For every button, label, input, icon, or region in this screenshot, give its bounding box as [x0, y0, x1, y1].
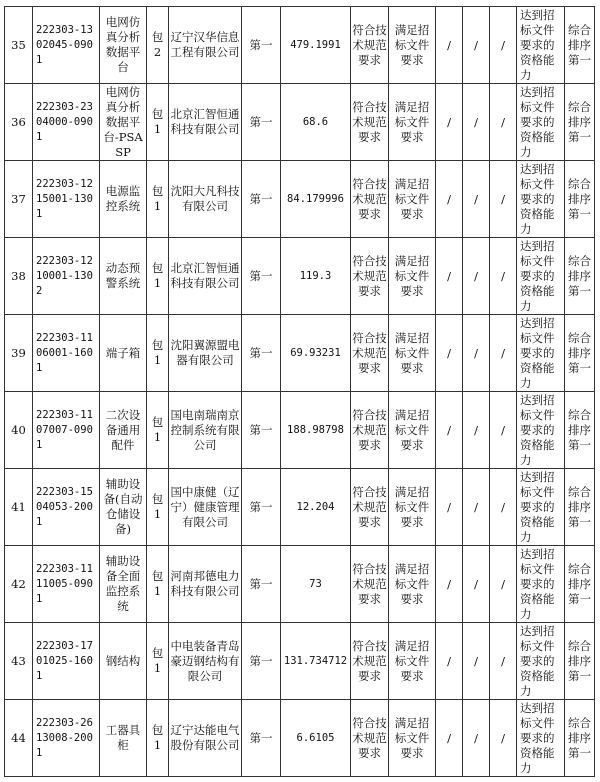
material-name: 端子箱	[100, 315, 147, 392]
row-number: 40	[5, 392, 33, 469]
technical-evaluation: 符合技术规范要求	[351, 7, 389, 84]
qualification: 达到招标文件要求的资格能力	[517, 238, 565, 315]
material-name: 辅助设备全面监控系统	[100, 546, 147, 623]
material-name: 电源监控系统	[100, 161, 147, 238]
bid-compliance: 满足招标文件要求	[389, 161, 436, 238]
overall-ranking: 综合排序第一	[565, 469, 595, 546]
material-name: 辅助设备(自动仓储设备)	[100, 469, 147, 546]
overall-ranking: 综合排序第一	[565, 315, 595, 392]
rank: 第一	[242, 469, 281, 546]
empty-col-3: /	[490, 546, 517, 623]
package-code: 222303-1106001-1601	[33, 315, 100, 392]
empty-col-2: /	[463, 392, 490, 469]
overall-ranking: 综合排序第一	[565, 161, 595, 238]
rank: 第一	[242, 7, 281, 84]
material-name: 电网仿真分析数据平台-PSASP	[100, 84, 147, 161]
supplier-name: 北京汇智恒通科技有限公司	[169, 84, 242, 161]
empty-col-1: /	[436, 7, 463, 84]
empty-col-2: /	[463, 84, 490, 161]
table-row	[5, 392, 595, 469]
lot-number: 包 1	[147, 84, 169, 161]
lot-number: 包 1	[147, 469, 169, 546]
row-number: 39	[5, 315, 33, 392]
supplier-name: 中电装备青岛豪迈钢结构有限公司	[169, 623, 242, 700]
table-row	[5, 84, 595, 161]
rank: 第一	[242, 161, 281, 238]
empty-col-1: /	[436, 469, 463, 546]
rank: 第一	[242, 84, 281, 161]
empty-col-3: /	[490, 700, 517, 777]
overall-ranking: 综合排序第一	[565, 623, 595, 700]
lot-number: 包 1	[147, 238, 169, 315]
material-name: 电网仿真分析数据平台	[100, 7, 147, 84]
overall-ranking: 综合排序第一	[565, 7, 595, 84]
technical-evaluation: 符合技术规范要求	[351, 238, 389, 315]
qualification: 达到招标文件要求的资格能力	[517, 84, 565, 161]
empty-col-2: /	[463, 315, 490, 392]
lot-number: 包 2	[147, 7, 169, 84]
rank: 第一	[242, 700, 281, 777]
bid-compliance: 满足招标文件要求	[389, 623, 436, 700]
qualification: 达到招标文件要求的资格能力	[517, 546, 565, 623]
bid-compliance: 满足招标文件要求	[389, 238, 436, 315]
qualification: 达到招标文件要求的资格能力	[517, 700, 565, 777]
bid-compliance: 满足招标文件要求	[389, 546, 436, 623]
package-code: 222303-1302045-0901	[33, 7, 100, 84]
empty-col-2: /	[463, 161, 490, 238]
bid-price: 131.734712	[281, 623, 351, 700]
qualification: 达到招标文件要求的资格能力	[517, 7, 565, 84]
empty-col-2: /	[463, 700, 490, 777]
bid-price: 84.179996	[281, 161, 351, 238]
technical-evaluation: 符合技术规范要求	[351, 161, 389, 238]
row-number: 41	[5, 469, 33, 546]
bid-price: 6.6105	[281, 700, 351, 777]
technical-evaluation: 符合技术规范要求	[351, 469, 389, 546]
supplier-name: 河南邦德电力科技有限公司	[169, 546, 242, 623]
technical-evaluation: 符合技术规范要求	[351, 84, 389, 161]
row-number: 44	[5, 700, 33, 777]
empty-col-2: /	[463, 623, 490, 700]
supplier-name: 沈阳大凡科技有限公司	[169, 161, 242, 238]
material-name: 钢结构	[100, 623, 147, 700]
empty-col-1: /	[436, 546, 463, 623]
row-number: 42	[5, 546, 33, 623]
empty-col-3: /	[490, 469, 517, 546]
empty-col-1: /	[436, 84, 463, 161]
rank: 第一	[242, 392, 281, 469]
qualification: 达到招标文件要求的资格能力	[517, 623, 565, 700]
package-code: 222303-1215001-1301	[33, 161, 100, 238]
bid-price: 12.204	[281, 469, 351, 546]
package-code: 222303-1701025-1601	[33, 623, 100, 700]
package-code: 222303-1210001-1302	[33, 238, 100, 315]
table-row	[5, 623, 595, 700]
empty-col-3: /	[490, 161, 517, 238]
table-row	[5, 700, 595, 777]
bid-compliance: 满足招标文件要求	[389, 84, 436, 161]
material-name: 工器具柜	[100, 700, 147, 777]
qualification: 达到招标文件要求的资格能力	[517, 392, 565, 469]
lot-number: 包 1	[147, 392, 169, 469]
qualification: 达到招标文件要求的资格能力	[517, 161, 565, 238]
technical-evaluation: 符合技术规范要求	[351, 546, 389, 623]
package-code: 222303-1504053-2001	[33, 469, 100, 546]
bid-compliance: 满足招标文件要求	[389, 392, 436, 469]
empty-col-3: /	[490, 7, 517, 84]
row-number: 35	[5, 7, 33, 84]
bid-price: 479.1991	[281, 7, 351, 84]
bid-compliance: 满足招标文件要求	[389, 469, 436, 546]
bid-results-table	[4, 6, 595, 777]
bid-compliance: 满足招标文件要求	[389, 700, 436, 777]
empty-col-3: /	[490, 238, 517, 315]
rank: 第一	[242, 623, 281, 700]
supplier-name: 国电南瑞南京控制系统有限公司	[169, 392, 242, 469]
empty-col-2: /	[463, 238, 490, 315]
supplier-name: 沈阳翼源盟电器有限公司	[169, 315, 242, 392]
technical-evaluation: 符合技术规范要求	[351, 392, 389, 469]
lot-number: 包 1	[147, 546, 169, 623]
empty-col-1: /	[436, 238, 463, 315]
empty-col-3: /	[490, 84, 517, 161]
bid-price: 68.6	[281, 84, 351, 161]
empty-col-2: /	[463, 469, 490, 546]
empty-col-2: /	[463, 546, 490, 623]
empty-col-1: /	[436, 315, 463, 392]
rank: 第一	[242, 238, 281, 315]
technical-evaluation: 符合技术规范要求	[351, 315, 389, 392]
overall-ranking: 综合排序第一	[565, 238, 595, 315]
package-code: 222303-1107007-0901	[33, 392, 100, 469]
bid-price: 188.98798	[281, 392, 351, 469]
table-row	[5, 546, 595, 623]
row-number: 38	[5, 238, 33, 315]
row-number: 43	[5, 623, 33, 700]
lot-number: 包 1	[147, 315, 169, 392]
overall-ranking: 综合排序第一	[565, 392, 595, 469]
supplier-name: 北京汇智恒通科技有限公司	[169, 238, 242, 315]
technical-evaluation: 符合技术规范要求	[351, 700, 389, 777]
empty-col-3: /	[490, 623, 517, 700]
rank: 第一	[242, 315, 281, 392]
lot-number: 包 1	[147, 700, 169, 777]
overall-ranking: 综合排序第一	[565, 84, 595, 161]
table-row	[5, 238, 595, 315]
bid-price: 69.93231	[281, 315, 351, 392]
overall-ranking: 综合排序第一	[565, 546, 595, 623]
empty-col-3: /	[490, 392, 517, 469]
supplier-name: 辽宁达能电气股份有限公司	[169, 700, 242, 777]
empty-col-1: /	[436, 392, 463, 469]
empty-col-3: /	[490, 315, 517, 392]
material-name: 动态预警系统	[100, 238, 147, 315]
package-code: 222303-2613008-2001	[33, 700, 100, 777]
table-row	[5, 161, 595, 238]
material-name: 二次设备通用配件	[100, 392, 147, 469]
bid-compliance: 满足招标文件要求	[389, 7, 436, 84]
table-row	[5, 315, 595, 392]
table-row	[5, 469, 595, 546]
supplier-name: 国中康健（辽宁）健康管理有限公司	[169, 469, 242, 546]
overall-ranking: 综合排序第一	[565, 700, 595, 777]
row-number: 36	[5, 84, 33, 161]
empty-col-2: /	[463, 7, 490, 84]
table-row	[5, 7, 595, 84]
row-number: 37	[5, 161, 33, 238]
bid-price: 73	[281, 546, 351, 623]
empty-col-1: /	[436, 700, 463, 777]
empty-col-1: /	[436, 161, 463, 238]
bid-price: 119.3	[281, 238, 351, 315]
supplier-name: 辽宁汉华信息工程有限公司	[169, 7, 242, 84]
package-code: 222303-2304000-0901	[33, 84, 100, 161]
lot-number: 包 1	[147, 161, 169, 238]
lot-number: 包 1	[147, 623, 169, 700]
technical-evaluation: 符合技术规范要求	[351, 623, 389, 700]
package-code: 222303-1111005-0901	[33, 546, 100, 623]
qualification: 达到招标文件要求的资格能力	[517, 469, 565, 546]
empty-col-1: /	[436, 623, 463, 700]
rank: 第一	[242, 546, 281, 623]
qualification: 达到招标文件要求的资格能力	[517, 315, 565, 392]
bid-compliance: 满足招标文件要求	[389, 315, 436, 392]
